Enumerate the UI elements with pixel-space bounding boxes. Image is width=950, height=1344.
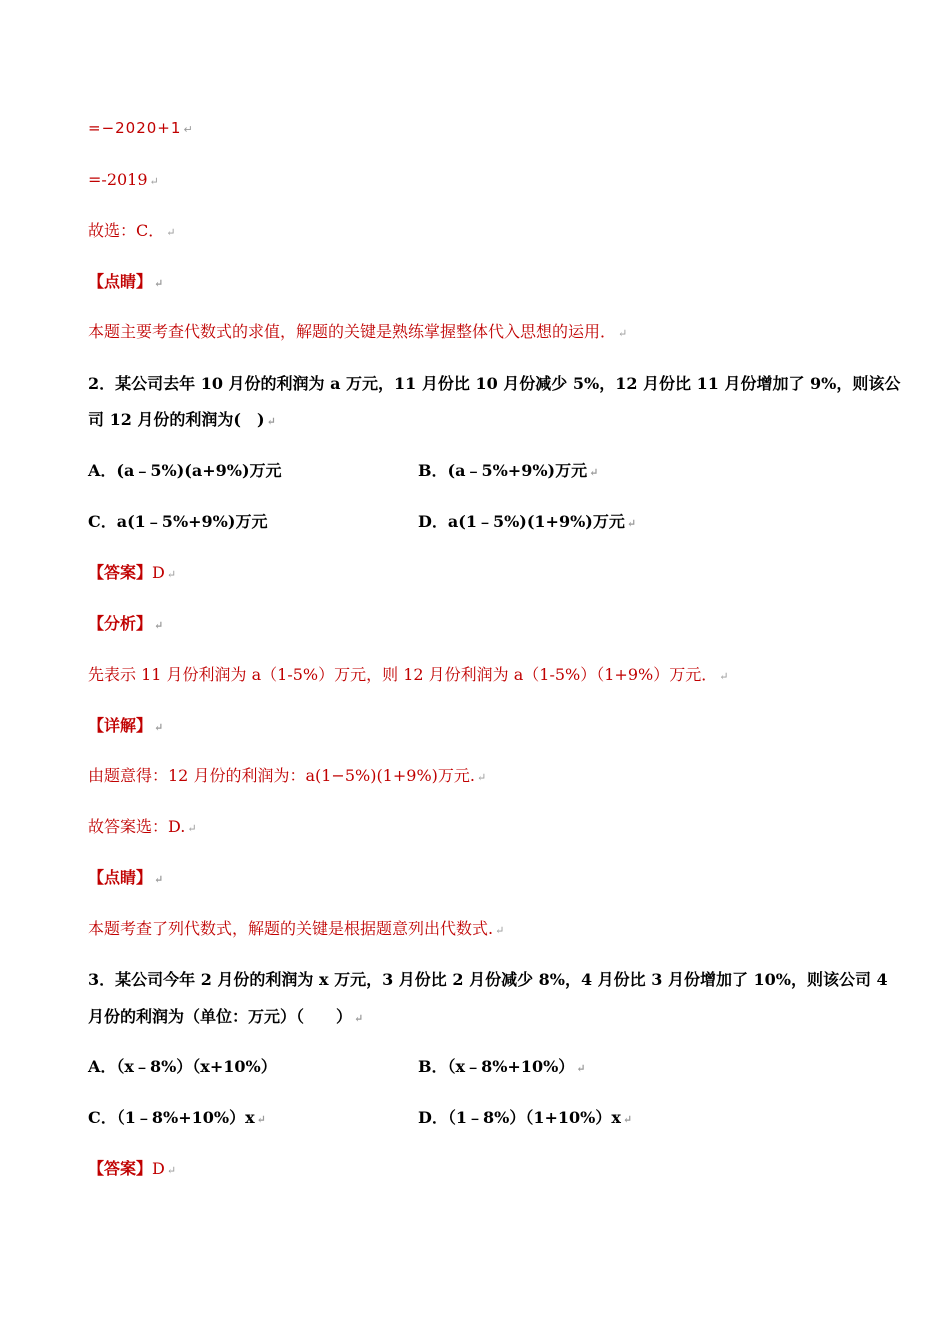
calc-line-2: =-2019 ↵: [88, 170, 159, 189]
q2-answer: 【答案】D ↵: [88, 563, 177, 582]
q3-option-c: C．（1﹣8%+10%）x ↵: [88, 1108, 266, 1127]
q2-analysis-label: 【分析】 ↵: [88, 614, 164, 633]
q2-stem-line-1: 2．某公司去年 10 月份的利润为 a 万元，11 月份比 10 月份减少 5%，12 月份比 11 月份增加了 9%，则该公: [88, 374, 901, 393]
pointer-text-1: 本题主要考查代数式的求值，解题的关键是熟练掌握整体代入思想的运用． ↵: [88, 322, 628, 341]
q3-option-b: B．（x﹣8%+10%） ↵: [418, 1057, 586, 1076]
q2-stem-line-2: 司 12 月份的利润为( ) ↵: [88, 410, 276, 429]
q2-analysis-text: 先表示 11 月份利润为 a（1-5%）万元，则 12 月份利润为 a（1-5%）（1+9%）万元． ↵: [88, 665, 729, 684]
q2-detail-text: 由题意得：12 月份的利润为：a(1−5%)(1+9%)万元. ↵: [88, 766, 487, 785]
q3-answer: 【答案】D ↵: [88, 1159, 177, 1178]
q2-option-c: C．a(1﹣5%+9%)万元: [88, 512, 268, 531]
q3-stem-line-1: 3．某公司今年 2 月份的利润为 x 万元，3 月份比 2 月份减少 8%，4 月份比 3 月份增加了 10%，则该公司 4: [88, 970, 888, 989]
calc-line-1: =−2020+1 ↵: [88, 119, 194, 137]
q3-option-a: A．（x﹣8%）（x+10%）: [88, 1057, 277, 1076]
pointer-label-1: 【点睛】 ↵: [88, 272, 164, 291]
q3-option-d: D．（1﹣8%）（1+10%）x ↵: [418, 1108, 633, 1127]
q2-option-d: D．a(1﹣5%)(1+9%)万元 ↵: [418, 512, 637, 531]
q2-detail-choice: 故答案选：D. ↵: [88, 817, 197, 836]
q2-pointer-label: 【点睛】 ↵: [88, 868, 164, 887]
q2-pointer-text: 本题考查了列代数式，解题的关键是根据题意列出代数式. ↵: [88, 919, 505, 938]
q3-stem-line-2: 月份的利润为（单位：万元）（ ） ↵: [88, 1007, 364, 1026]
q2-option-b: B．(a﹣5%+9%)万元 ↵: [418, 461, 599, 480]
q2-detail-label: 【详解】 ↵: [88, 716, 164, 735]
q2-option-a: A．(a﹣5%)(a+9%)万元: [88, 461, 282, 480]
choice-line-1: 故选：C． ↵: [88, 221, 176, 240]
